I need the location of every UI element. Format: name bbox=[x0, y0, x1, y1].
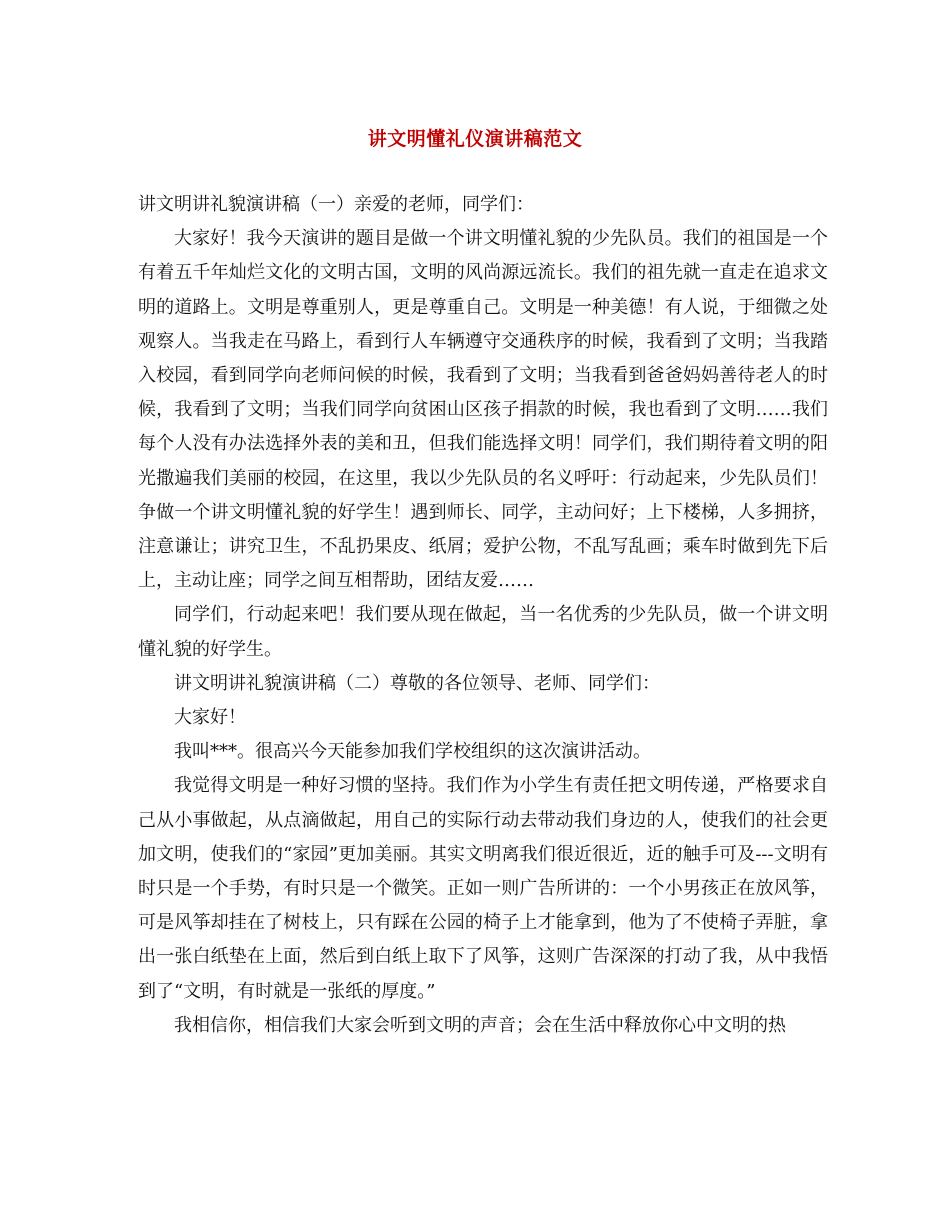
paragraph-speech-one-closing: 同学们，行动起来吧！我们要从现在做起，当一名优秀的少先队员，做一个讲文明懂礼貌的好学生。 bbox=[138, 604, 828, 660]
paragraph-greeting: 大家好！ bbox=[174, 707, 246, 729]
paragraph-speech-two-heading: 讲文明讲礼貌演讲稿（二）尊敬的各位领导、老师、同学们： bbox=[174, 672, 660, 694]
paragraph-introduction: 我叫***。很高兴今天能参加我们学校组织的这次演讲活动。 bbox=[174, 741, 651, 763]
paragraph-speech-one-body: 大家好！我今天演讲的题目是做一个讲文明懂礼貌的少先队员。我们的祖国是一个有着五千年灿烂文化的文明古国，文明的风尚源远流长。我们的祖先就一直走在追求文明的道路上。文明是尊重别人，更是尊重自己。文明是一种美德！有人说，于细微之处观察人。当我走在马路上，看到行人车辆遵守交通秩序的时候，我看到了文明；当我踏入校园，看到同学向老师问候的时候，我看到了文明；当我看到爸爸妈妈善待老人的时候，我看到了文明；当我们同学向贫困山区孩子捐款的时候，我也看到了文明……我们每个人没有办法选择外表的美和丑，但我们能选择文明！同学们，我们期待着文明的阳光撒遍我们美丽的校园，在这里，我以少先队员的名义呼吁：行动起来，少先队员们！争做一个讲文明懂礼貌的好学生！遇到师长、同学，主动问好；上下楼梯，人多拥挤，注意谦让；讲究卫生，不乱扔果皮、纸屑；爱护公物，不乱写乱画；乘车时做到先下后上，主动让座；同学之间互相帮助，团结友爱…… bbox=[138, 228, 828, 592]
document-body bbox=[138, 188, 828, 1043]
paragraph-speech-two-body: 我觉得文明是一种好习惯的坚持。我们作为小学生有责任把文明传递，严格要求自己从小事做起，从点滴做起，用自己的实际行动去带动我们身边的人，使我们的社会更加文明，使我们的“家园”更加美丽。其实文明离我们很近很近，近的触手可及---文明有时只是一个手势，有时只是一个微笑。正如一则广告所讲的：一个小男孩正在放风筝，可是风筝却挂在了树枝上，只有踩在公园的椅子上才能拿到，他为了不使椅子弄脏，拿出一张白纸垫在上面，然后到白纸上取下了风筝，这则广告深深的打动了我，从中我悟到了“文明，有时就是一张纸的厚度。” bbox=[138, 775, 828, 1002]
paragraph-speech-one-heading: 讲文明讲礼貌演讲稿（一）亲爱的老师，同学们： bbox=[138, 194, 534, 215]
document-title: 讲文明懂礼仪演讲稿范文 bbox=[367, 128, 583, 150]
paragraph-speech-two-continued: 我相信你，相信我们大家会听到文明的声音；会在生活中释放你心中文明的热 bbox=[174, 1014, 786, 1036]
